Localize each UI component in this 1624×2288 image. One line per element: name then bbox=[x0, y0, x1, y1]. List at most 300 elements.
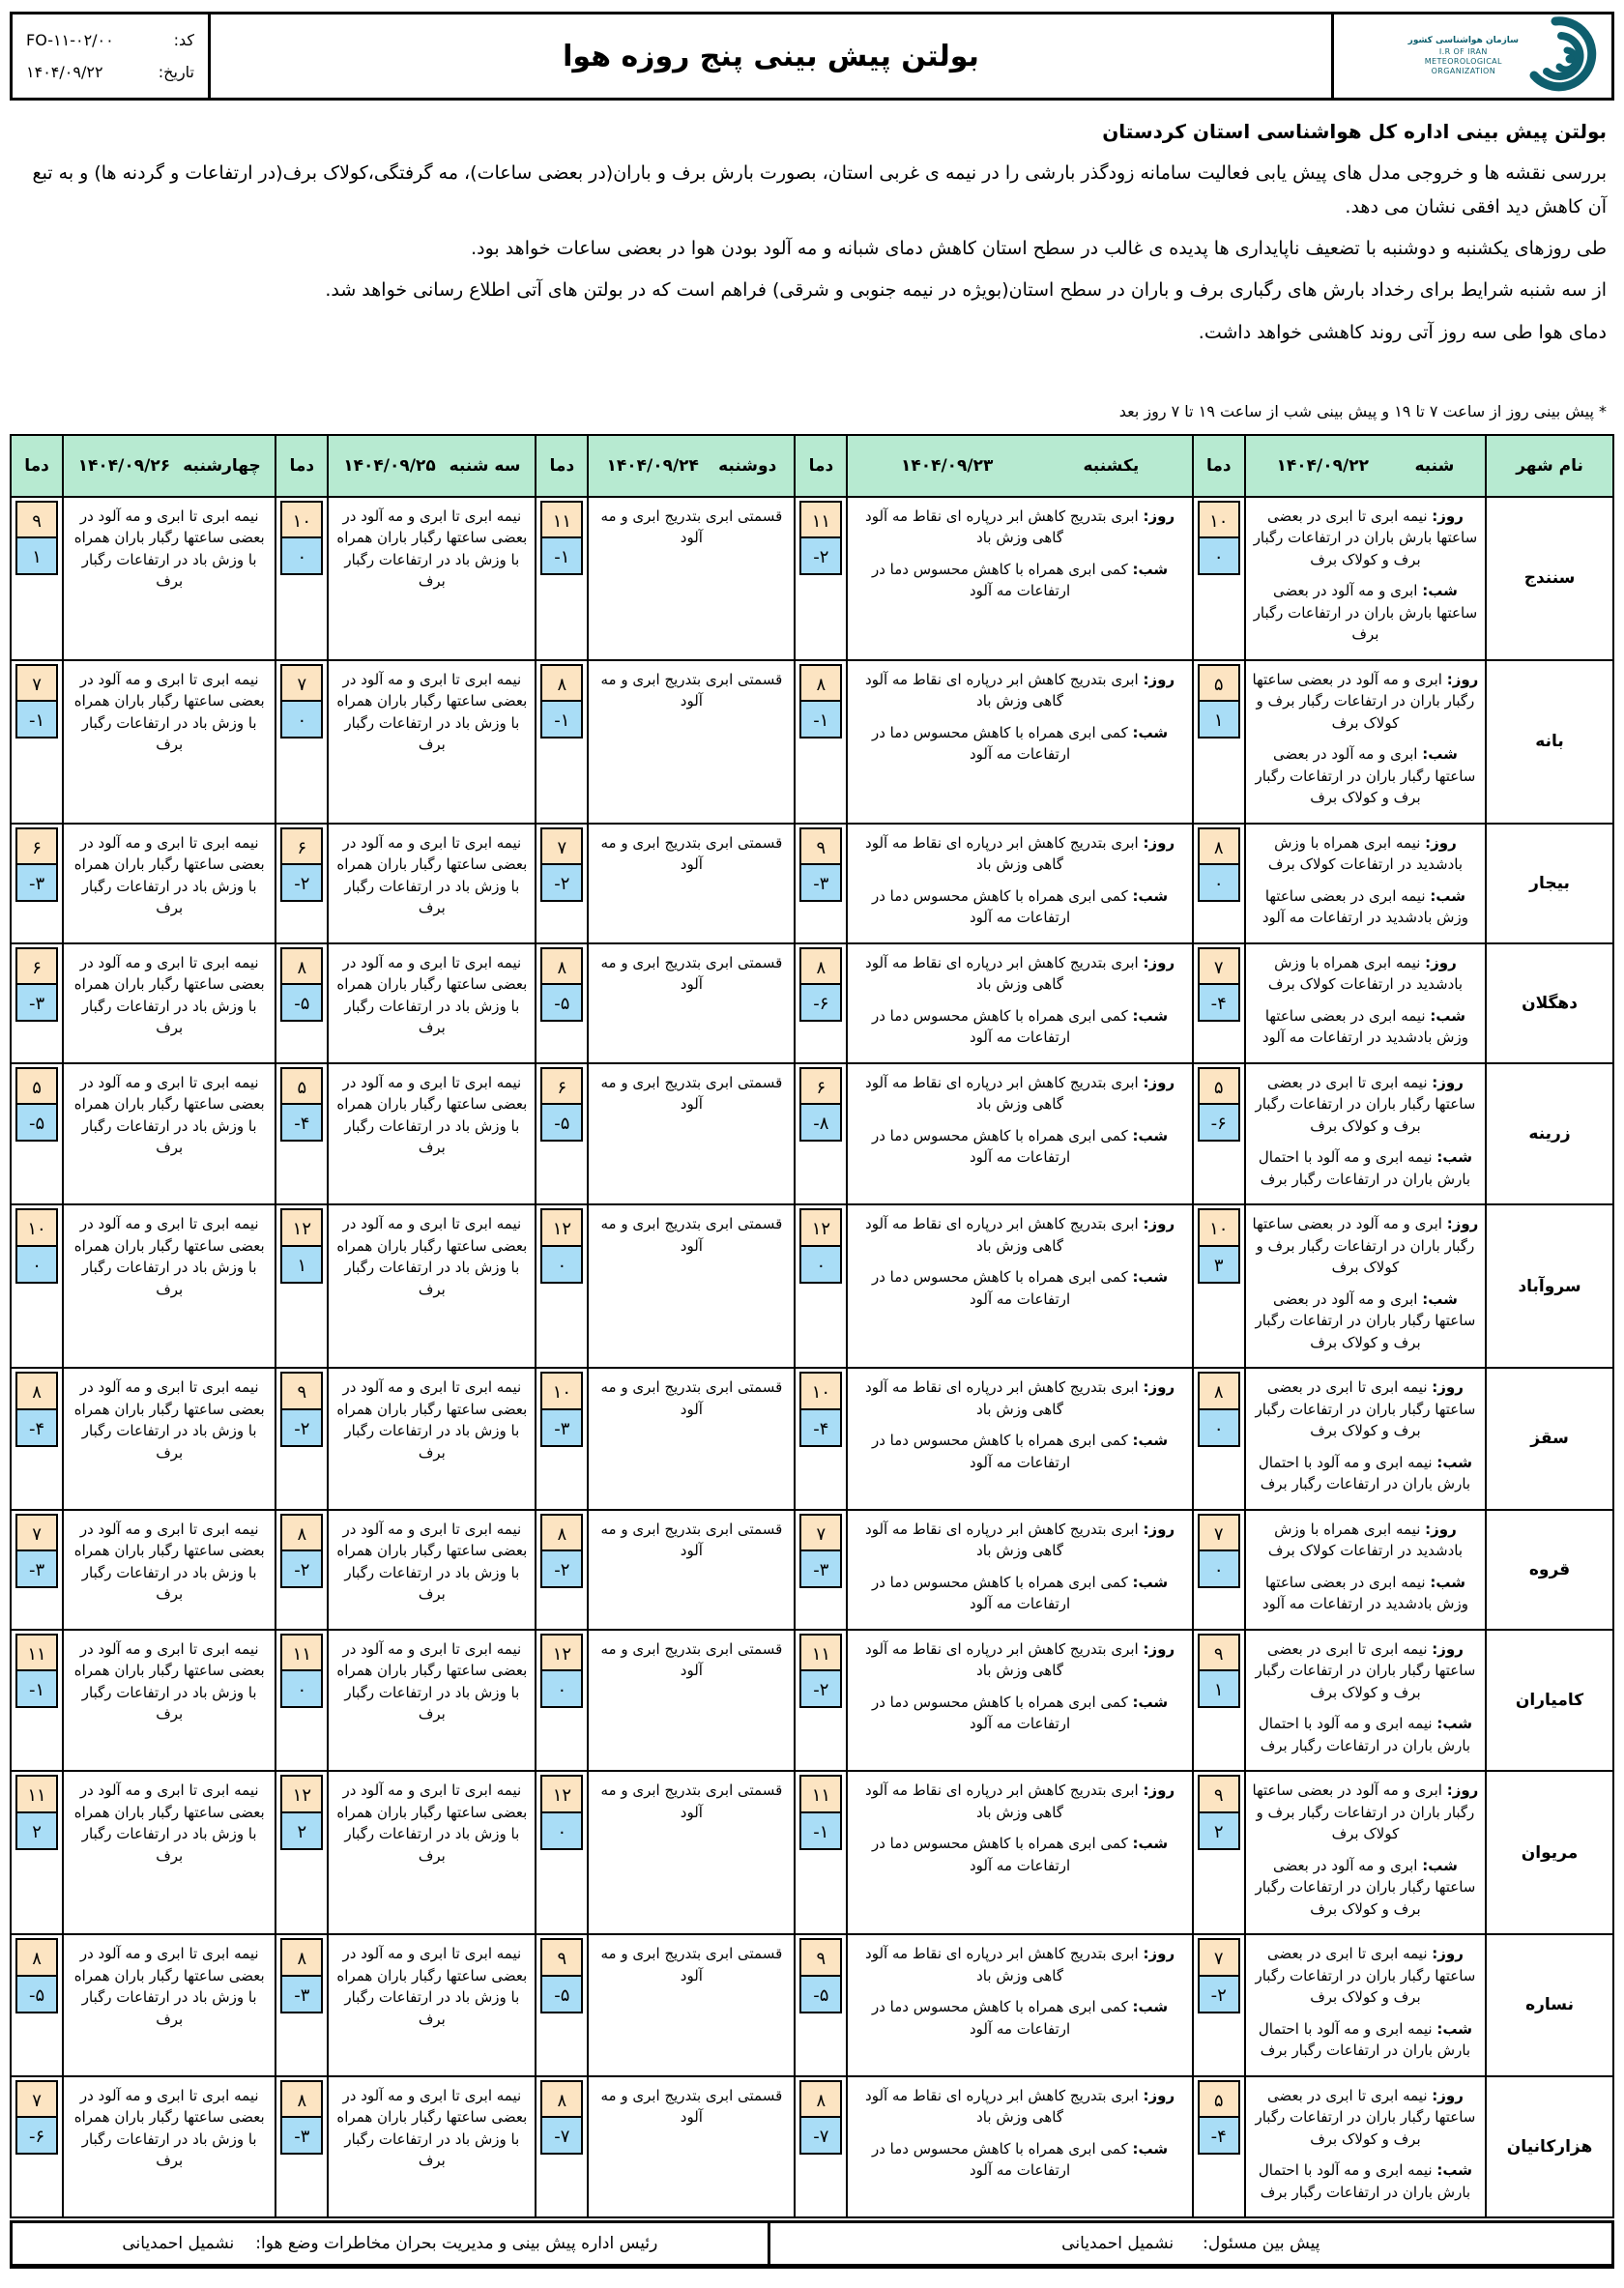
day-label: روز: bbox=[1446, 670, 1479, 688]
night-temp: -۶ bbox=[1198, 1103, 1240, 1142]
document-footer bbox=[10, 2220, 1614, 2269]
day-label: روز: bbox=[1425, 1520, 1457, 1538]
night-forecast bbox=[1252, 1572, 1479, 1615]
night-temp: ۰ bbox=[280, 700, 323, 739]
forecast-cell bbox=[63, 497, 276, 660]
night-label: شب: bbox=[1132, 2139, 1169, 2158]
column-header-wednesday bbox=[63, 435, 276, 497]
forecast-text-line bbox=[334, 1213, 529, 1300]
night-temp: -۵ bbox=[280, 983, 323, 1022]
table-header-row bbox=[11, 435, 1613, 497]
temp-cell bbox=[795, 943, 847, 1063]
night-temp: -۴ bbox=[15, 1408, 58, 1447]
forecast-cell bbox=[588, 1063, 795, 1205]
day-temp: ۸ bbox=[15, 1938, 58, 1977]
night-temp: -۴ bbox=[1198, 983, 1240, 1022]
date-value: ۱۴۰۴/۰۹/۲۲ bbox=[26, 63, 103, 81]
city-name: زرینه bbox=[1486, 1063, 1613, 1205]
day-label: روز: bbox=[1143, 953, 1175, 971]
forecast-text-line bbox=[594, 952, 788, 996]
day-forecast-text: ابری بتدریج کاهش ابر درپاره ای نقاط مه آلود گاهی وزش باد bbox=[865, 1073, 1139, 1114]
temp-cell bbox=[11, 1630, 63, 1772]
day-forecast-text: ابری و مه آلود در بعضی ساعتها رگبار باران در ارتفاعات رگبار برف و کولاک برف bbox=[1252, 670, 1475, 732]
table-row bbox=[11, 1510, 1613, 1630]
forecast-cell bbox=[1245, 1063, 1486, 1205]
temp-cell bbox=[536, 660, 588, 824]
day-temp: ۷ bbox=[280, 664, 323, 703]
forecast-cell bbox=[588, 1630, 795, 1772]
night-temp: -۳ bbox=[280, 2116, 323, 2155]
night-forecast bbox=[1252, 1452, 1479, 1495]
table-row bbox=[11, 943, 1613, 1063]
day-label: روز: bbox=[1432, 507, 1464, 525]
table-header bbox=[11, 435, 1613, 497]
forecast-cell bbox=[63, 1204, 276, 1368]
forecast-text: نیمه ابری تا ابری و مه آلود در بعضی ساعتها رگبار باران همراه با وزش باد در ارتفاعات رگبار برف bbox=[73, 2086, 265, 2170]
night-label: شب: bbox=[1422, 582, 1458, 600]
day-temp: ۱۲ bbox=[540, 1634, 583, 1672]
night-temp: -۶ bbox=[799, 983, 842, 1022]
forecast-text: نیمه ابری تا ابری و مه آلود در بعضی ساعتها رگبار باران همراه با وزش باد در ارتفاعات رگبار برف bbox=[73, 1073, 265, 1157]
forecast-text-line bbox=[594, 1519, 788, 1562]
day-temp: ۸ bbox=[540, 2080, 583, 2119]
night-label: شب: bbox=[1132, 723, 1169, 741]
day-temp: ۱۲ bbox=[280, 1208, 323, 1247]
forecast-text: نیمه ابری تا ابری و مه آلود در بعضی ساعتها رگبار باران همراه با وزش باد در ارتفاعات رگبار برف bbox=[336, 1781, 528, 1865]
logo-org-name-en-3: ORGANIZATION bbox=[1431, 66, 1496, 75]
forecast-cell bbox=[588, 660, 795, 824]
forecast-text: قسمتی ابری بتدریج ابری و مه آلود bbox=[600, 507, 783, 547]
forecast-text-line bbox=[70, 669, 269, 756]
temp-cell bbox=[795, 2076, 847, 2218]
day-temp: ۸ bbox=[799, 2080, 842, 2119]
forecast-cell bbox=[63, 660, 276, 824]
day-forecast bbox=[854, 832, 1185, 876]
document-header bbox=[10, 12, 1614, 101]
forecast-text: قسمتی ابری بتدریج ابری و مه آلود bbox=[600, 1639, 783, 1680]
day-temp: ۸ bbox=[280, 1514, 323, 1552]
forecast-cell bbox=[1245, 497, 1486, 660]
night-temp: ۰ bbox=[1198, 1408, 1240, 1447]
night-forecast-text: کمی ابری همراه با کاهش محسوس دما در ارتفاعات مه آلود bbox=[871, 1006, 1128, 1047]
day-forecast bbox=[854, 1213, 1185, 1257]
day-temp: ۹ bbox=[1198, 1775, 1240, 1813]
night-temp: -۸ bbox=[799, 1103, 842, 1142]
day-label: روز: bbox=[1432, 1073, 1464, 1091]
forecast-cell bbox=[63, 2076, 276, 2218]
day-temp: ۸ bbox=[280, 947, 323, 986]
forecast-text: نیمه ابری تا ابری و مه آلود در بعضی ساعتها رگبار باران همراه با وزش باد در ارتفاعات رگبار برف bbox=[73, 1215, 265, 1298]
night-label: شب: bbox=[1132, 886, 1169, 905]
day-temp: ۹ bbox=[799, 827, 842, 866]
night-forecast-text: نیمه ابری در بعضی ساعتها وزش بادشدید در ارتفاعات مه آلود bbox=[1262, 886, 1468, 927]
forecast-text: نیمه ابری تا ابری و مه آلود در بعضی ساعتها رگبار باران همراه با وزش باد در ارتفاعات رگبار برف bbox=[336, 670, 528, 754]
day-temp: ۷ bbox=[1198, 947, 1240, 986]
table-row bbox=[11, 660, 1613, 824]
temp-cell bbox=[11, 1934, 63, 2076]
forecast-cell bbox=[63, 1630, 276, 1772]
day-forecast-text: نیمه ابری تا ابری در بعضی ساعتها رگبار باران در ارتفاعات رگبار برف و کولاک برف bbox=[1255, 2086, 1476, 2148]
night-temp: ۰ bbox=[1198, 863, 1240, 902]
city-name: سنندج bbox=[1486, 497, 1613, 660]
day-label: روز: bbox=[1143, 507, 1175, 525]
night-temp: ۳ bbox=[1198, 1245, 1240, 1284]
temp-cell bbox=[276, 2076, 328, 2218]
night-temp: ۱ bbox=[280, 1245, 323, 1284]
day-forecast bbox=[1252, 1376, 1479, 1442]
head-of-office-name: نشمیل احمدیانی bbox=[122, 2234, 235, 2254]
forecast-text: نیمه ابری تا ابری و مه آلود در بعضی ساعتها رگبار باران همراه با وزش باد در ارتفاعات رگبار برف bbox=[73, 953, 265, 1037]
day-temp: ۱۰ bbox=[540, 1372, 583, 1410]
day-label: روز: bbox=[1143, 1378, 1175, 1397]
intro-section bbox=[17, 120, 1607, 350]
day-temp: ۷ bbox=[15, 664, 58, 703]
temp-cell bbox=[536, 943, 588, 1063]
forecast-text: قسمتی ابری بتدریج ابری و مه آلود bbox=[600, 1378, 783, 1418]
city-name: نساره bbox=[1486, 1934, 1613, 2076]
temp-cell bbox=[536, 1204, 588, 1368]
day-temp: ۱۲ bbox=[799, 1208, 842, 1247]
forecast-cell bbox=[588, 1510, 795, 1630]
table-row bbox=[11, 1204, 1613, 1368]
day-forecast-text: نیمه ابری تا ابری در بعضی ساعتها رگبار باران در ارتفاعات رگبار برف و کولاک برف bbox=[1255, 1639, 1476, 1701]
night-temp: ۲ bbox=[1198, 1811, 1240, 1850]
night-forecast-text: کمی ابری همراه با کاهش محسوس دما در ارتفاعات مه آلود bbox=[871, 886, 1128, 927]
day-forecast-text: ابری و مه آلود در بعضی ساعتها رگبار باران در ارتفاعات رگبار برف و کولاک برف bbox=[1252, 1215, 1475, 1277]
night-forecast-text: ابری و مه آلود در بعضی ساعتها رگبار باران در ارتفاعات رگبار برف و کولاک برف bbox=[1255, 1289, 1476, 1351]
night-forecast-text: نیمه ابری در بعضی ساعتها وزش بادشدید در ارتفاعات مه آلود bbox=[1262, 1573, 1468, 1613]
code-date-box bbox=[13, 14, 211, 98]
city-name: دهگلان bbox=[1486, 943, 1613, 1063]
city-name: سقز bbox=[1486, 1368, 1613, 1510]
code-value: FO-۱۱-۰۲/۰۰ bbox=[26, 31, 114, 49]
temp-cell bbox=[795, 1510, 847, 1630]
day-temp: ۸ bbox=[280, 2080, 323, 2119]
day-forecast bbox=[1252, 1072, 1479, 1138]
forecast-text-line bbox=[334, 832, 529, 919]
intro-paragraph-3: از سه شنبه شرایط برای رخداد بارش های رگباری برف و باران در سطح استان(بویژه در نیمه جنوبی و شرقی) فراهم است که در بولتن های آتی اطلاع رسانی خواهد شد. bbox=[325, 279, 1607, 302]
day-forecast-text: ابری بتدریج کاهش ابر درپاره ای نقاط مه آلود گاهی وزش باد bbox=[865, 1215, 1139, 1255]
forecast-cell bbox=[63, 1771, 276, 1934]
forecast-cell bbox=[847, 943, 1192, 1063]
forecast-text-line bbox=[70, 1376, 269, 1463]
day-temp: ۷ bbox=[1198, 1938, 1240, 1977]
day-label: روز: bbox=[1446, 1215, 1479, 1233]
forecast-cell bbox=[1245, 1934, 1486, 2076]
night-temp: -۶ bbox=[15, 2116, 58, 2155]
forecast-cell bbox=[847, 497, 1192, 660]
forecast-cell bbox=[847, 1368, 1192, 1510]
day-date: ۱۴۰۴/۰۹/۲۴ bbox=[606, 455, 699, 476]
day-name: دوشنبه bbox=[718, 455, 777, 476]
day-temp: ۹ bbox=[280, 1372, 323, 1410]
logo-text bbox=[1408, 36, 1519, 75]
temp-cell bbox=[795, 1771, 847, 1934]
column-header-temp: دما bbox=[795, 435, 847, 497]
day-date: ۱۴۰۴/۰۹/۲۲ bbox=[1276, 455, 1369, 476]
day-label: روز: bbox=[1143, 1073, 1175, 1091]
day-temp: ۱۰ bbox=[1198, 1208, 1240, 1247]
night-temp: -۲ bbox=[540, 1549, 583, 1588]
forecast-text-line bbox=[70, 952, 269, 1039]
day-temp: ۶ bbox=[280, 827, 323, 866]
forecast-text: نیمه ابری تا ابری و مه آلود در بعضی ساعتها رگبار باران همراه با وزش باد در ارتفاعات رگبار برف bbox=[73, 1639, 265, 1723]
forecast-cell bbox=[1245, 943, 1486, 1063]
night-temp: -۳ bbox=[15, 983, 58, 1022]
forecast-cell bbox=[1245, 1771, 1486, 1934]
day-label: روز: bbox=[1143, 2086, 1175, 2104]
forecast-text: نیمه ابری تا ابری و مه آلود در بعضی ساعتها رگبار باران همراه با وزش باد در ارتفاعات رگبار برف bbox=[73, 1378, 265, 1462]
day-forecast bbox=[854, 1780, 1185, 1823]
temp-cell bbox=[276, 943, 328, 1063]
code-label: کد: bbox=[173, 31, 194, 49]
temp-cell bbox=[795, 824, 847, 943]
forecast-cell bbox=[328, 1510, 536, 1630]
temp-cell bbox=[276, 1771, 328, 1934]
forecast-cell bbox=[328, 1771, 536, 1934]
forecast-text: نیمه ابری تا ابری و مه آلود در بعضی ساعتها رگبار باران همراه با وزش باد در ارتفاعات رگبار برف bbox=[73, 1781, 265, 1865]
day-label: روز: bbox=[1425, 953, 1457, 971]
night-label: شب: bbox=[1132, 1573, 1169, 1591]
day-forecast bbox=[1252, 669, 1479, 735]
night-temp: -۳ bbox=[280, 1975, 323, 2013]
temp-cell bbox=[276, 1204, 328, 1368]
day-label: روز: bbox=[1432, 1945, 1464, 1963]
day-forecast-text: ابری بتدریج کاهش ابر درپاره ای نقاط مه آلود گاهی وزش باد bbox=[865, 2086, 1139, 2127]
forecast-text: نیمه ابری تا ابری و مه آلود در بعضی ساعتها رگبار باران همراه با وزش باد در ارتفاعات رگبار برف bbox=[73, 670, 265, 754]
temp-cell bbox=[536, 1630, 588, 1772]
day-temp: ۹ bbox=[799, 1938, 842, 1977]
forecast-text-line bbox=[70, 1519, 269, 1606]
forecast-text-line bbox=[594, 1780, 788, 1823]
forecast-cell bbox=[63, 824, 276, 943]
night-forecast bbox=[1252, 885, 1479, 929]
meteorological-organization-logo-icon bbox=[1522, 15, 1602, 97]
night-forecast bbox=[1252, 743, 1479, 809]
temp-cell bbox=[11, 1510, 63, 1630]
day-label: روز: bbox=[1143, 1520, 1175, 1538]
logo-org-name-en-1: I.R OF IRAN bbox=[1438, 46, 1488, 56]
day-forecast-text: نیمه ابری تا ابری در بعضی ساعتها رگبار باران در ارتفاعات رگبار برف و کولاک برف bbox=[1255, 1378, 1476, 1440]
forecast-hours-note: * پیش بینی روز از ساعت ۷ تا ۱۹ و پیش بینی شب از ساعت ۱۹ تا ۷ روز بعد bbox=[1118, 401, 1607, 420]
day-temp: ۱۱ bbox=[540, 501, 583, 539]
day-temp: ۸ bbox=[280, 1938, 323, 1977]
day-forecast bbox=[854, 2085, 1185, 2129]
day-forecast-text: ابری بتدریج کاهش ابر درپاره ای نقاط مه آلود گاهی وزش باد bbox=[865, 953, 1139, 994]
day-forecast-text: ابری بتدریج کاهش ابر درپاره ای نقاط مه آلود گاهی وزش باد bbox=[865, 1945, 1139, 1984]
forecast-cell bbox=[328, 1204, 536, 1368]
forecast-table bbox=[10, 434, 1614, 2219]
day-forecast-text: ابری بتدریج کاهش ابر درپاره ای نقاط مه آلود گاهی وزش باد bbox=[865, 1520, 1139, 1560]
city-name: کامیاران bbox=[1486, 1630, 1613, 1772]
forecast-text: قسمتی ابری بتدریج ابری و مه آلود bbox=[600, 1073, 783, 1114]
forecast-text: قسمتی ابری بتدریج ابری و مه آلود bbox=[600, 953, 783, 994]
head-of-office-label: رئیس اداره پیش بینی و مدیریت بحران مخاطرات وضع هوا: bbox=[255, 2234, 658, 2254]
forecast-text-line bbox=[594, 1213, 788, 1257]
night-temp: ۱ bbox=[1198, 700, 1240, 739]
temp-cell bbox=[11, 1063, 63, 1205]
temp-cell bbox=[795, 1368, 847, 1510]
day-label: روز: bbox=[1143, 833, 1175, 852]
night-label: شب: bbox=[1132, 1006, 1169, 1025]
temp-cell bbox=[1193, 943, 1245, 1063]
night-temp: ۰ bbox=[280, 536, 323, 575]
day-temp: ۱۰ bbox=[15, 1208, 58, 1247]
day-temp: ۵ bbox=[280, 1067, 323, 1106]
forecast-cell bbox=[63, 943, 276, 1063]
forecast-cell bbox=[588, 1771, 795, 1934]
day-name: چهارشنبه bbox=[183, 455, 261, 476]
night-label: شب: bbox=[1132, 1432, 1169, 1450]
intro-heading: بولتن پیش بینی اداره کل هواشناسی استان کردستان bbox=[1102, 120, 1607, 143]
forecast-text: قسمتی ابری بتدریج ابری و مه آلود bbox=[600, 1215, 783, 1255]
day-forecast bbox=[854, 952, 1185, 996]
logo-org-name-en-2: METEOROLOGICAL bbox=[1424, 56, 1502, 66]
date-label: تاریخ: bbox=[158, 63, 194, 81]
night-temp: -۳ bbox=[799, 1549, 842, 1588]
temp-cell bbox=[11, 1204, 63, 1368]
night-forecast bbox=[854, 885, 1185, 929]
day-temp: ۸ bbox=[1198, 827, 1240, 866]
day-temp: ۱۰ bbox=[280, 501, 323, 539]
forecast-text-line bbox=[70, 506, 269, 593]
column-header-temp: دما bbox=[536, 435, 588, 497]
night-temp: -۲ bbox=[280, 1408, 323, 1447]
night-temp: -۵ bbox=[540, 1103, 583, 1142]
night-temp: -۱ bbox=[15, 1669, 58, 1708]
night-temp: ۰ bbox=[15, 1245, 58, 1284]
night-temp: -۳ bbox=[540, 1408, 583, 1447]
forecast-cell bbox=[328, 943, 536, 1063]
day-temp: ۶ bbox=[540, 1067, 583, 1106]
forecast-text: نیمه ابری تا ابری و مه آلود در بعضی ساعتها رگبار باران همراه با وزش باد در ارتفاعات رگبار برف bbox=[73, 1520, 265, 1604]
forecast-cell bbox=[63, 1368, 276, 1510]
day-date: ۱۴۰۴/۰۹/۲۶ bbox=[77, 455, 171, 476]
night-temp: -۵ bbox=[540, 1975, 583, 2013]
forecast-cell bbox=[847, 1204, 1192, 1368]
day-label: روز: bbox=[1143, 1215, 1175, 1233]
temp-cell bbox=[795, 660, 847, 824]
forecast-cell bbox=[847, 824, 1192, 943]
night-temp: ۰ bbox=[280, 1669, 323, 1708]
forecast-cell bbox=[847, 1063, 1192, 1205]
city-name: بیجار bbox=[1486, 824, 1613, 943]
temp-cell bbox=[536, 1934, 588, 2076]
day-forecast-text: ابری و مه آلود در بعضی ساعتها رگبار باران در ارتفاعات رگبار برف و کولاک برف bbox=[1252, 1781, 1475, 1843]
day-forecast-text: ابری بتدریج کاهش ابر درپاره ای نقاط مه آلود گاهی وزش باد bbox=[865, 1639, 1139, 1680]
night-temp: ۲ bbox=[280, 1811, 323, 1850]
night-temp: -۵ bbox=[15, 1975, 58, 2013]
temp-cell bbox=[1193, 2076, 1245, 2218]
night-forecast-text: کمی ابری همراه با کاهش محسوس دما در ارتفاعات مه آلود bbox=[871, 2139, 1128, 2180]
forecast-text-line bbox=[70, 1213, 269, 1300]
temp-cell bbox=[1193, 1368, 1245, 1510]
day-forecast bbox=[1252, 1780, 1479, 1845]
day-temp: ۶ bbox=[15, 827, 58, 866]
forecast-cell bbox=[328, 1934, 536, 2076]
forecast-cell bbox=[63, 1063, 276, 1205]
temp-cell bbox=[536, 2076, 588, 2218]
forecast-cell bbox=[63, 1934, 276, 2076]
night-label: شب: bbox=[1132, 1693, 1169, 1711]
forecast-cell bbox=[588, 1368, 795, 1510]
responsible-forecaster-label: پیش بین مسئول: bbox=[1203, 2234, 1320, 2254]
forecast-cell bbox=[588, 943, 795, 1063]
forecast-cell bbox=[847, 1771, 1192, 1934]
night-temp: -۲ bbox=[799, 536, 842, 575]
day-forecast-text: ابری بتدریج کاهش ابر درپاره ای نقاط مه آلود گاهی وزش باد bbox=[865, 507, 1139, 547]
temp-cell bbox=[1193, 1934, 1245, 2076]
forecast-cell bbox=[328, 660, 536, 824]
code-line bbox=[26, 31, 194, 49]
day-forecast bbox=[1252, 832, 1479, 876]
forecast-cell bbox=[588, 824, 795, 943]
column-header-saturday bbox=[1245, 435, 1486, 497]
forecast-text-line bbox=[594, 1638, 788, 1682]
forecast-text-line bbox=[334, 1376, 529, 1463]
night-temp: ۰ bbox=[540, 1245, 583, 1284]
night-forecast bbox=[854, 722, 1185, 766]
forecast-text-line bbox=[594, 2085, 788, 2129]
forecast-text-line bbox=[70, 1780, 269, 1867]
forecast-text: نیمه ابری تا ابری و مه آلود در بعضی ساعتها رگبار باران همراه با وزش باد در ارتفاعات رگبار برف bbox=[336, 1378, 528, 1462]
temp-cell bbox=[276, 1630, 328, 1772]
day-forecast bbox=[854, 1943, 1185, 1986]
day-temp: ۷ bbox=[1198, 1514, 1240, 1552]
night-temp: -۷ bbox=[799, 2116, 842, 2155]
table-row bbox=[11, 1771, 1613, 1934]
night-forecast bbox=[1252, 2018, 1479, 2062]
day-temp: ۸ bbox=[1198, 1372, 1240, 1410]
forecast-text-line bbox=[334, 506, 529, 593]
forecast-cell bbox=[1245, 1630, 1486, 1772]
day-temp: ۸ bbox=[15, 1372, 58, 1410]
logo-org-name-fa: سازمان هواشناسی کشور bbox=[1407, 36, 1519, 46]
night-forecast-text: کمی ابری همراه با کاهش محسوس دما در ارتفاعات مه آلود bbox=[871, 1268, 1128, 1308]
day-label: روز: bbox=[1432, 1639, 1464, 1658]
forecast-text-line bbox=[334, 1072, 529, 1159]
logo-box bbox=[1331, 14, 1611, 98]
day-temp: ۸ bbox=[540, 947, 583, 986]
temp-cell bbox=[1193, 1063, 1245, 1205]
night-temp: -۴ bbox=[1198, 2116, 1240, 2155]
night-label: شب: bbox=[1430, 886, 1466, 905]
forecast-cell bbox=[1245, 1510, 1486, 1630]
night-label: شب: bbox=[1132, 1998, 1169, 2016]
night-forecast bbox=[854, 1430, 1185, 1473]
table-row bbox=[11, 1934, 1613, 2076]
night-temp: -۳ bbox=[799, 863, 842, 902]
column-header-temp: دما bbox=[276, 435, 328, 497]
night-forecast bbox=[854, 1572, 1185, 1615]
forecast-cell bbox=[847, 1510, 1192, 1630]
temp-cell bbox=[276, 824, 328, 943]
night-label: شب: bbox=[1132, 1835, 1169, 1853]
forecast-text-line bbox=[594, 1072, 788, 1115]
day-forecast-text: ابری بتدریج کاهش ابر درپاره ای نقاط مه آلود گاهی وزش باد bbox=[865, 1781, 1139, 1821]
day-forecast bbox=[854, 1376, 1185, 1420]
night-forecast-text: کمی ابری همراه با کاهش محسوس دما در ارتفاعات مه آلود bbox=[871, 1998, 1128, 2038]
page-title: بولتن پیش بینی پنج روزه هوا bbox=[563, 39, 979, 73]
temp-cell bbox=[276, 1368, 328, 1510]
night-forecast bbox=[1252, 1289, 1479, 1354]
forecast-text-line bbox=[334, 1780, 529, 1867]
day-label: روز: bbox=[1143, 1639, 1175, 1658]
forecast-cell bbox=[328, 824, 536, 943]
forecast-cell bbox=[588, 1934, 795, 2076]
forecast-cell bbox=[1245, 1368, 1486, 1510]
temp-cell bbox=[276, 660, 328, 824]
